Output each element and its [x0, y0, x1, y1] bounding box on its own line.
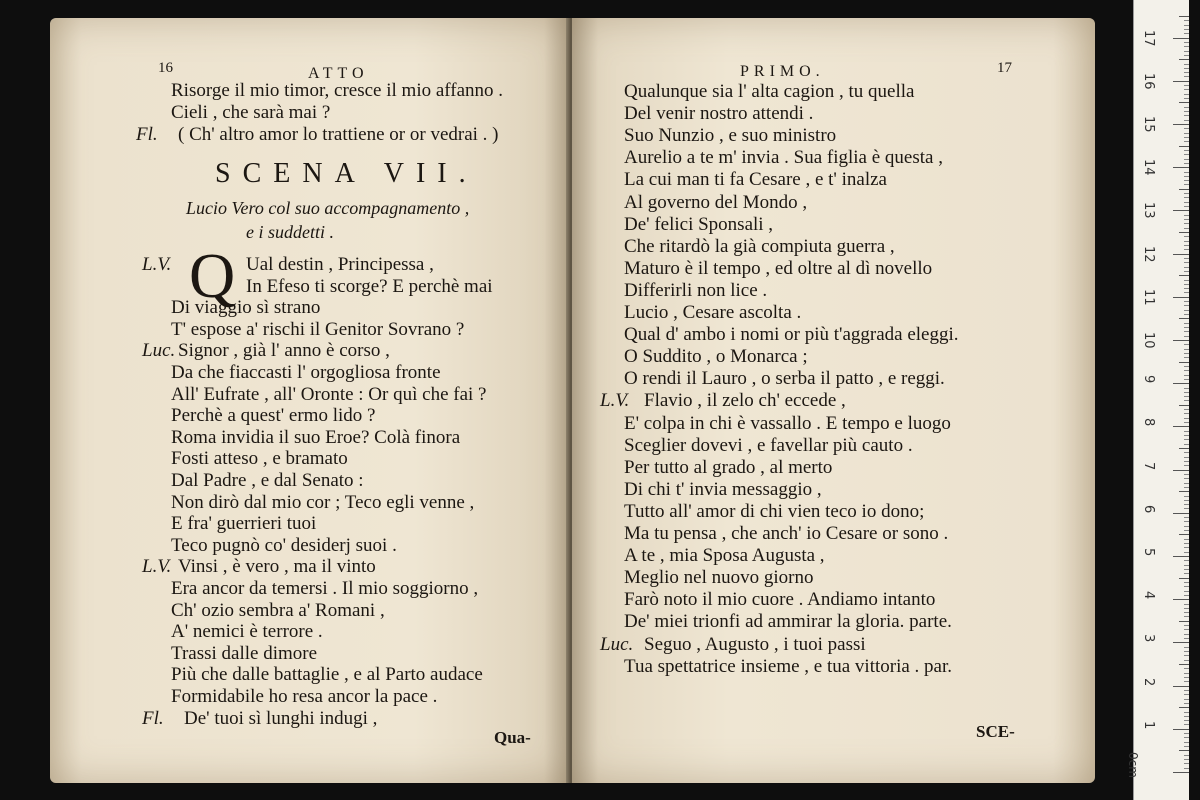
ruler-tick — [1184, 612, 1189, 613]
ruler-tick — [1173, 556, 1189, 557]
ruler-tick — [1179, 621, 1189, 622]
verse-line: La cui man ti fa Cesare , e t' inalza — [624, 169, 887, 191]
verse-line: Tua spettatrice insieme , e tua vittoria . par. — [624, 655, 953, 677]
ruler-tick — [1184, 42, 1189, 43]
ruler-tick — [1173, 124, 1189, 125]
ruler-tick — [1179, 578, 1189, 579]
ruler-tick — [1179, 405, 1189, 406]
ruler-tick — [1184, 271, 1189, 272]
ruler-tick — [1179, 491, 1189, 492]
ruler-number: 3 — [1141, 634, 1156, 643]
ruler-tick — [1184, 517, 1189, 518]
ruler-tick — [1184, 344, 1189, 345]
ruler-tick — [1184, 763, 1189, 764]
verse-line: Risorge il mio timor, cresce il mio affanno . — [171, 80, 504, 101]
ruler-tick — [1184, 163, 1189, 164]
stage-direction: e i suddetti . — [246, 222, 334, 242]
verse-line: A' nemici è terrore . — [171, 621, 323, 643]
ruler-tick — [1173, 210, 1189, 211]
ruler-tick — [1184, 474, 1189, 475]
ruler-tick — [1184, 573, 1189, 574]
ruler-tick — [1184, 68, 1189, 69]
open-book — [50, 18, 1095, 783]
ruler-tick — [1184, 586, 1189, 587]
ruler-tick — [1184, 660, 1189, 661]
ruler-tick — [1184, 111, 1189, 112]
ruler-tick — [1184, 530, 1189, 531]
ruler-tick — [1179, 232, 1189, 233]
verse-line: E' colpa in chi è vassallo . E tempo e luogo — [624, 412, 951, 434]
ruler-tick — [1184, 141, 1189, 142]
ruler-tick — [1184, 193, 1189, 194]
ruler-tick — [1184, 483, 1189, 484]
ruler-tick — [1184, 197, 1189, 198]
verse-line: O Suddito , o Monarca ; — [624, 346, 808, 368]
ruler-tick — [1184, 288, 1189, 289]
ruler-tick — [1184, 154, 1189, 155]
ruler-tick — [1184, 349, 1189, 350]
verse-line: Suo Nunzio , e suo ministro — [624, 125, 837, 147]
verse-line: Era ancor da temersi . Il mio soggiorno , — [171, 578, 479, 599]
verse-line: Aurelio a te m' invia . Sua figlia è questa , — [624, 147, 943, 169]
ruler-tick — [1184, 487, 1189, 488]
verse-line: Non dirò dal mio cor ; Teco egli venne , — [171, 491, 475, 513]
ruler-tick — [1184, 94, 1189, 95]
ruler-tick — [1184, 301, 1189, 302]
ruler-tick — [1184, 435, 1189, 436]
verse-line: Signor , già l' anno è corso , — [178, 340, 390, 362]
ruler-tick — [1184, 327, 1189, 328]
ruler-tick — [1184, 72, 1189, 73]
ruler-tick — [1184, 496, 1189, 497]
ruler-tick — [1184, 655, 1189, 656]
ruler-tick — [1184, 184, 1189, 185]
ruler-tick — [1184, 595, 1189, 596]
ruler-tick — [1184, 504, 1189, 505]
ruler-tick — [1173, 383, 1189, 384]
ruler-tick — [1184, 668, 1189, 669]
verse-line: Sceglier dovevi , e favellar più cauto . — [624, 434, 913, 456]
ruler-tick — [1184, 29, 1189, 30]
ruler-tick — [1173, 254, 1189, 255]
verse-line: Da che fiaccasti l' orgogliosa fronte — [171, 362, 441, 383]
ruler-tick — [1184, 310, 1189, 311]
ruler-tick — [1184, 569, 1189, 570]
ruler-tick — [1184, 33, 1189, 34]
ruler-tick — [1173, 599, 1189, 600]
verse-line: Flavio , il zelo ch' eccede , — [644, 390, 846, 412]
ruler-tick — [1184, 552, 1189, 553]
scene-heading: SCENA VII. — [215, 158, 478, 189]
ruler-tick — [1184, 608, 1189, 609]
ruler-tick — [1173, 38, 1189, 39]
ruler-tick — [1184, 526, 1189, 527]
ruler-tick — [1184, 262, 1189, 263]
speaker-label: Fl. — [142, 707, 164, 729]
ruler-tick — [1184, 439, 1189, 440]
ruler-tick — [1184, 759, 1189, 760]
verse-line: Meglio nel nuovo giorno — [624, 567, 814, 589]
ruler-tick — [1184, 409, 1189, 410]
ruler-tick — [1184, 547, 1189, 548]
ruler-tick — [1184, 128, 1189, 129]
verse-line: Farò noto il mio cuore . Andiamo intanto — [624, 589, 936, 611]
ruler-tick — [1184, 465, 1189, 466]
ruler-tick — [1184, 673, 1189, 674]
ruler-tick — [1184, 694, 1189, 695]
ruler-tick — [1184, 292, 1189, 293]
ruler-number: 16 — [1141, 72, 1156, 90]
ruler-tick — [1184, 746, 1189, 747]
ruler-tick — [1184, 357, 1189, 358]
ruler-tick — [1184, 366, 1189, 367]
ruler-tick — [1179, 707, 1189, 708]
verse-line: Perchè a quest' ermo lido ? — [171, 405, 376, 427]
verse-line: All' Eufrate , all' Oronte : Or quì che fai ? — [171, 383, 487, 405]
ruler-tick — [1184, 690, 1189, 691]
ruler-tick — [1184, 370, 1189, 371]
ruler-tick — [1184, 172, 1189, 173]
ruler-tick — [1184, 625, 1189, 626]
ruler-tick — [1179, 362, 1189, 363]
ruler-tick — [1184, 431, 1189, 432]
ruler-number: 13 — [1141, 202, 1156, 219]
page-number: 16 — [158, 60, 173, 76]
ruler-tick — [1184, 331, 1189, 332]
ruler-tick — [1184, 444, 1189, 445]
ruler-tick — [1184, 638, 1189, 639]
verse-line: Più che dalle battaglie , e al Parto audace — [171, 664, 483, 686]
ruler-tick — [1184, 120, 1189, 121]
ruler-tick — [1184, 379, 1189, 380]
verse-line: Ma tu pensa , che anch' io Cesare or sono . — [624, 523, 949, 544]
ruler-tick — [1184, 539, 1189, 540]
verse-line: ( Ch' altro amor lo trattiene or or vedrai . ) — [178, 124, 499, 145]
verse-line: Vinsi , è vero , ma il vinto — [178, 556, 376, 578]
ruler-number: 8 — [1141, 418, 1156, 427]
ruler-tick — [1184, 280, 1189, 281]
ruler-tick — [1184, 336, 1189, 337]
ruler-tick — [1184, 521, 1189, 522]
ruler-tick — [1184, 305, 1189, 306]
speaker-label: L.V. — [600, 390, 630, 412]
verse-line: Formidabile ho resa ancor la pace . — [171, 686, 438, 707]
right-page — [572, 18, 1095, 783]
ruler-tick — [1184, 98, 1189, 99]
ruler-tick — [1184, 76, 1189, 77]
ruler-tick — [1179, 146, 1189, 147]
ruler-number: 9 — [1141, 375, 1156, 384]
ruler-tick — [1173, 513, 1189, 514]
ruler-tick — [1184, 150, 1189, 151]
ruler-tick — [1184, 461, 1189, 462]
ruler-tick — [1184, 20, 1189, 21]
ruler-number: 6 — [1141, 504, 1156, 514]
ruler-tick — [1184, 500, 1189, 501]
ruler-tick — [1179, 275, 1189, 276]
ruler-tick — [1184, 742, 1189, 743]
stage-direction: Lucio Vero col suo accompagnamento , — [186, 198, 470, 218]
ruler-tick — [1184, 681, 1189, 682]
ruler-tick — [1184, 323, 1189, 324]
ruler-tick — [1173, 81, 1189, 82]
ruler-tick — [1179, 664, 1189, 665]
ruler-tick — [1184, 396, 1189, 397]
ruler-tick — [1184, 737, 1189, 738]
ruler-tick — [1184, 616, 1189, 617]
ruler-tick — [1184, 206, 1189, 207]
left-page — [50, 18, 570, 783]
verse-line: Ual destin , Principessa , — [246, 254, 434, 275]
ruler-tick — [1184, 392, 1189, 393]
ruler-tick — [1184, 716, 1189, 717]
ruler-tick — [1184, 582, 1189, 583]
verse-line: Roma invidia il suo Eroe? Colà finora — [171, 426, 461, 448]
verse-line: Trassi dalle dimore — [171, 642, 318, 664]
ruler-number: 11 — [1141, 288, 1156, 306]
verse-line: Al governo del Mondo , — [624, 191, 808, 213]
ruler-tick — [1173, 297, 1189, 298]
speaker-label: L.V. — [142, 254, 172, 275]
ruler-number: 4 — [1141, 591, 1156, 600]
ruler-tick — [1184, 223, 1189, 224]
ruler-tick — [1184, 422, 1189, 423]
ruler-tick — [1179, 189, 1189, 190]
verse-line: Seguo , Augusto , i tuoi passi — [644, 633, 866, 655]
ruler-tick — [1184, 258, 1189, 259]
ruler-tick — [1184, 755, 1189, 756]
speaker-label: L.V. — [142, 556, 172, 578]
ruler-tick — [1179, 534, 1189, 535]
ruler-tick — [1184, 353, 1189, 354]
verse-line: Di viaggio sì strano — [171, 297, 321, 319]
ruler-tick — [1184, 202, 1189, 203]
verse-line: Dal Padre , e dal Senato : — [171, 470, 364, 491]
verse-line: O rendi il Lauro , o serba il patto , e reggi. — [624, 368, 945, 390]
ruler-tick — [1184, 236, 1189, 237]
catchword: Qua- — [494, 728, 531, 747]
ruler-tick — [1179, 448, 1189, 449]
ruler-tick — [1179, 16, 1189, 17]
ruler-tick — [1184, 712, 1189, 713]
ruler-tick — [1173, 167, 1189, 168]
verse-line: De' tuoi sì lunghi indugi , — [184, 707, 378, 729]
drop-cap: Q — [189, 240, 236, 311]
ruler-tick — [1184, 733, 1189, 734]
verse-line: Teco pugnò co' desiderj suoi . — [171, 534, 397, 556]
verse-line: De' felici Sponsali , — [624, 213, 774, 235]
ruler-number: 10 — [1141, 332, 1156, 349]
verse-line: Di chi t' invia messaggio , — [624, 478, 822, 500]
speaker-label: Fl. — [136, 124, 158, 145]
running-head: PRIMO. — [740, 63, 825, 80]
ruler-tick — [1184, 228, 1189, 229]
ruler-tick — [1184, 241, 1189, 242]
ruler-number: 2 — [1141, 677, 1156, 686]
ruler-tick — [1184, 51, 1189, 52]
ruler-tick — [1184, 591, 1189, 592]
ruler-tick — [1184, 249, 1189, 250]
verse-line: Qual d' ambo i nomi or più t'aggrada eleggi. — [624, 324, 959, 346]
ruler-tick — [1179, 750, 1189, 751]
verse-line: Lucio , Cesare ascolta . — [624, 302, 802, 323]
ruler-number: 1 — [1141, 720, 1156, 730]
ruler-tick — [1173, 772, 1189, 773]
ruler-tick — [1184, 634, 1189, 635]
ruler-tick — [1184, 89, 1189, 90]
ruler-tick — [1184, 284, 1189, 285]
ruler-tick — [1184, 388, 1189, 389]
verse-line: Che ritardò la già compiuta guerra , — [624, 235, 895, 257]
ruler-number: 5 — [1141, 548, 1156, 557]
ruler-tick — [1184, 25, 1189, 26]
ruler-tick — [1184, 647, 1189, 648]
verse-line: Per tutto al grado , al merto — [624, 456, 833, 478]
ruler-tick — [1173, 729, 1189, 730]
ruler-tick — [1184, 699, 1189, 700]
verse-line: Del venir nostro attendi . — [624, 103, 814, 125]
verse-line: De' miei trionfi ad ammirar la gloria. parte. — [624, 611, 952, 633]
ruler-tick — [1184, 703, 1189, 704]
ruler-tick — [1184, 267, 1189, 268]
ruler-tick — [1184, 768, 1189, 769]
verse-line: T' espose a' rischi il Genitor Sovrano ? — [171, 318, 465, 340]
verse-line: A te , mia Sposa Augusta , — [624, 545, 825, 567]
ruler-tick — [1184, 85, 1189, 86]
verse-line: Ch' ozio sembra a' Romani , — [171, 599, 385, 621]
ruler-number: 17 — [1141, 29, 1156, 47]
verse-line: Qualunque sia l' alta cagion , tu quella — [624, 81, 915, 102]
speaker-label: Luc. — [600, 633, 634, 655]
ruler-tick — [1179, 102, 1189, 103]
ruler-tick — [1184, 159, 1189, 160]
ruler-tick — [1184, 478, 1189, 479]
ruler-tick — [1184, 314, 1189, 315]
ruler-tick — [1173, 642, 1189, 643]
ruler-tick — [1184, 413, 1189, 414]
ruler-tick — [1184, 604, 1189, 605]
verse-line: E fra' guerrieri tuoi — [171, 513, 317, 535]
ruler-number: 15 — [1141, 116, 1156, 133]
ruler-number: 12 — [1141, 245, 1156, 263]
ruler-tick — [1184, 115, 1189, 116]
ruler-tick — [1184, 176, 1189, 177]
ruler-tick — [1173, 470, 1189, 471]
ruler-number: 7 — [1141, 461, 1156, 470]
ruler-tick — [1179, 318, 1189, 319]
ruler-tick — [1184, 133, 1189, 134]
ruler-tick — [1184, 720, 1189, 721]
verse-line: Cieli , che sarà mai ? — [171, 102, 331, 123]
ruler-tick — [1184, 651, 1189, 652]
verse-line: In Efeso ti scorge? E perchè mai — [246, 275, 493, 297]
verse-line: Fosti atteso , e bramato — [171, 448, 348, 470]
ruler-tick — [1184, 107, 1189, 108]
ruler-tick — [1173, 426, 1189, 427]
ruler-tick — [1184, 400, 1189, 401]
verse-line: Differirli non lice . — [624, 279, 768, 301]
ruler-tick — [1184, 375, 1189, 376]
ruler-tick — [1184, 508, 1189, 509]
ruler-tick — [1184, 64, 1189, 65]
ruler-tick — [1184, 452, 1189, 453]
ruler-tick — [1184, 543, 1189, 544]
page-number: 17 — [997, 60, 1012, 76]
ruler-tick — [1184, 724, 1189, 725]
ruler-tick — [1173, 686, 1189, 687]
ruler-number: 14 — [1141, 159, 1156, 176]
ruler-tick — [1184, 677, 1189, 678]
ruler-tick — [1184, 137, 1189, 138]
verse-line: Tutto all' amor di chi vien teco io dono; — [624, 500, 925, 522]
ruler-tick — [1184, 245, 1189, 246]
ruler-unit-label: 0cm — [1126, 752, 1140, 778]
ruler-tick — [1184, 180, 1189, 181]
speaker-label: Luc. — [142, 340, 176, 362]
ruler-tick — [1184, 629, 1189, 630]
measuring-ruler — [1126, 0, 1189, 800]
ruler-tick — [1184, 565, 1189, 566]
ruler-tick — [1184, 418, 1189, 419]
ruler-tick — [1184, 219, 1189, 220]
verse-line: Maturo è il tempo , ed oltre al dì novello — [624, 257, 933, 279]
ruler-tick — [1184, 215, 1189, 216]
catchword: SCE- — [976, 722, 1015, 741]
ruler-tick — [1184, 46, 1189, 47]
ruler-tick — [1184, 55, 1189, 56]
ruler-tick — [1179, 59, 1189, 60]
ruler-tick — [1173, 340, 1189, 341]
running-head: ATTO — [308, 65, 369, 82]
ruler-tick — [1184, 560, 1189, 561]
ruler-tick — [1184, 457, 1189, 458]
